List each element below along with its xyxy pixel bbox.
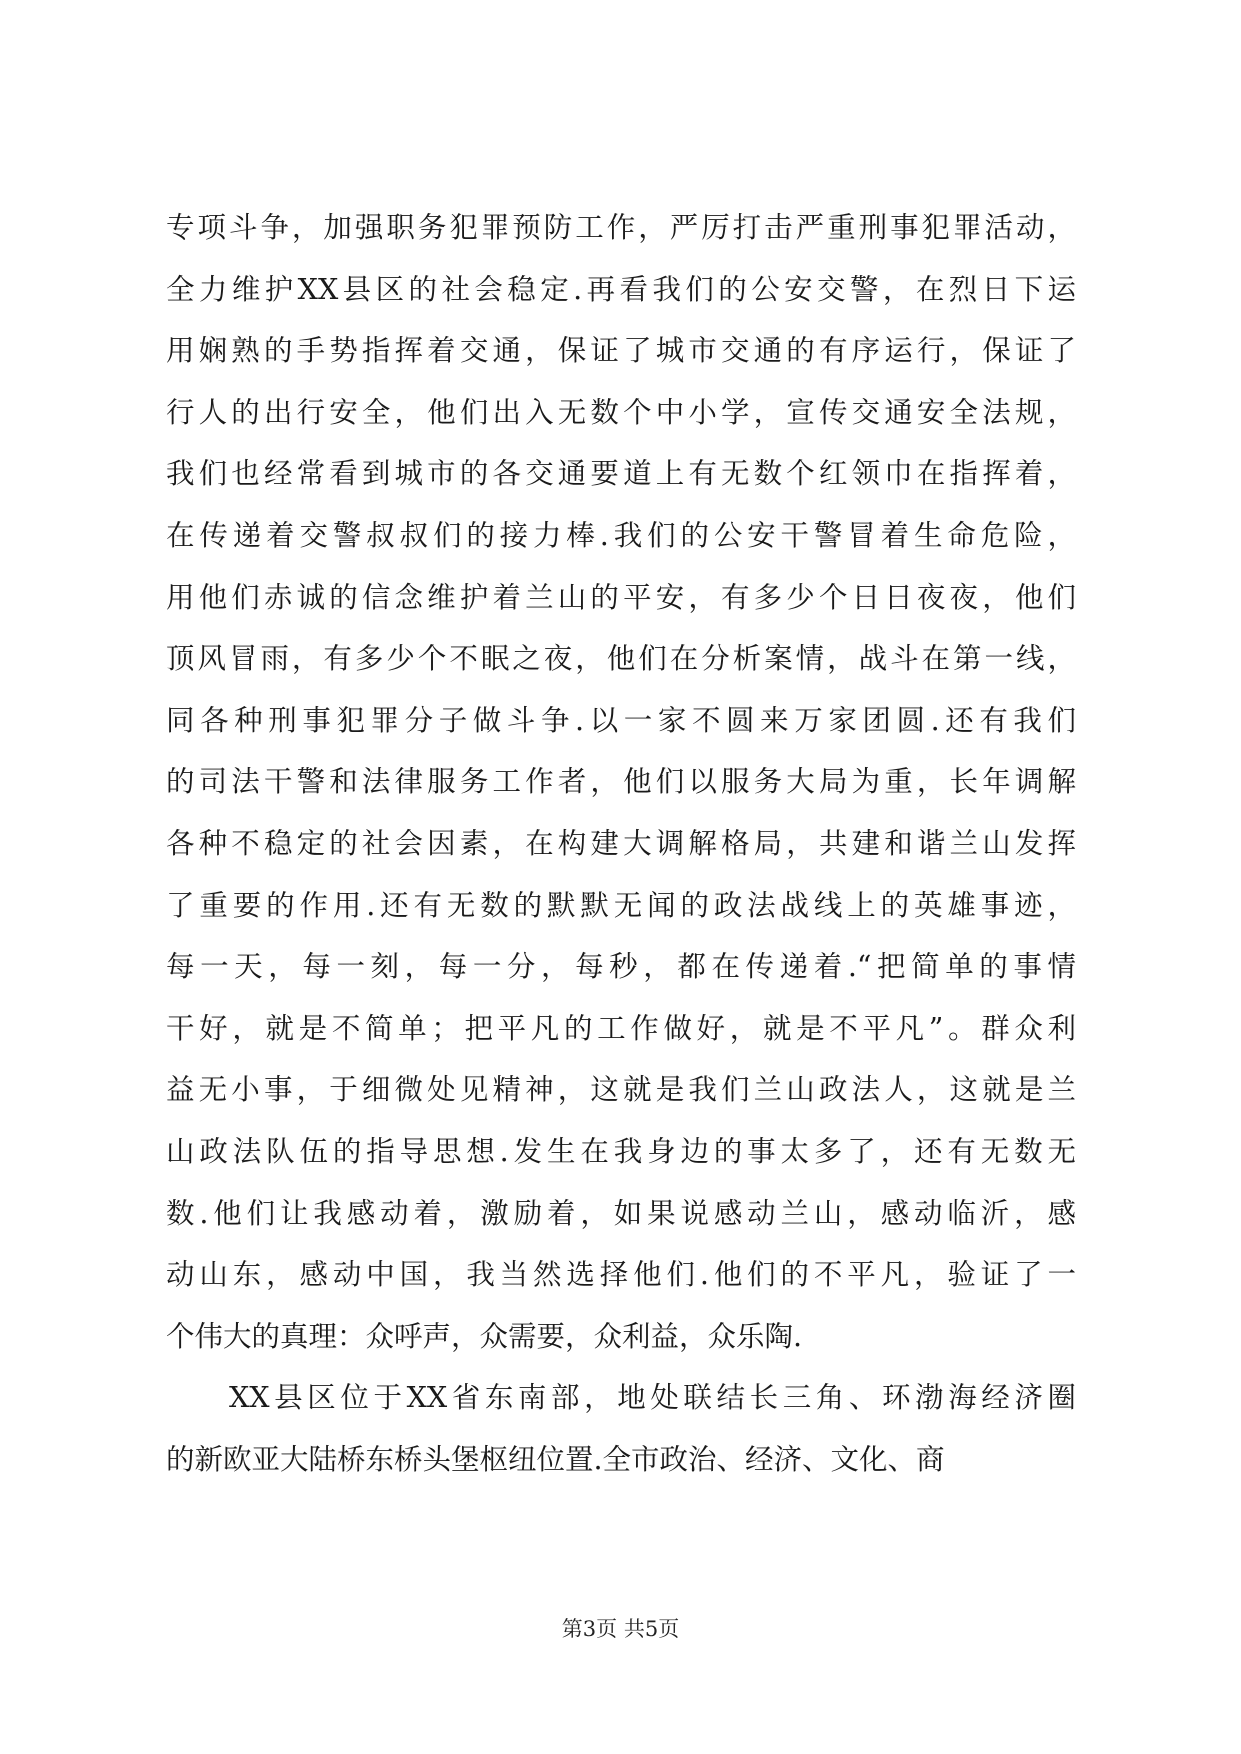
text-line: 专项斗争，加强职务犯罪预防工作，严厉打击严重刑事犯罪活动， [166, 211, 1076, 244]
text-line: 同各种刑事犯罪分子做斗争.以一家不圆来万家团圆.还有我们 [166, 703, 1076, 737]
text-line: 山政法队伍的指导思想.发生在我身边的事太多了，还有无数无 [166, 1134, 1076, 1168]
text-line: 了重要的作用.还有无数的默默无闻的政法战线上的英雄事迹， [166, 888, 1076, 922]
text-line: 各种不稳定的社会因素，在构建大调解格局，共建和谐兰山发挥 [166, 826, 1076, 860]
text-line: 动山东，感动中国，我当然选择他们.他们的不平凡，验证了一 [166, 1258, 1076, 1292]
text-line: 行人的出行安全，他们出入无数个中小学，宣传交通安全法规， [166, 395, 1076, 429]
text-line: 顶风冒雨，有多少个不眠之夜，他们在分析案情，战斗在第一线， [166, 642, 1076, 676]
text-line: 益无小事，于细微处见精神，这就是我们兰山政法人，这就是兰 [166, 1073, 1076, 1107]
page-footer [0, 1613, 1241, 1643]
text-line: 用他们赤诚的信念维护着兰山的平安，有多少个日日夜夜，他们 [166, 580, 1076, 614]
text-line: 干好，就是不简单；把平凡的工作做好，就是不平凡”。群众利 [166, 1011, 1076, 1045]
text-line: 全力维护XX县区的社会稳定.再看我们的公安交警，在烈日下运 [166, 272, 1076, 306]
text-line: XX县区位于XX省东南部，地处联结长三角、环渤海经济圈 [229, 1381, 1076, 1415]
page-number: 第3页 共5页 [561, 1617, 680, 1641]
text-line: 用娴熟的手势指挥着交通，保证了城市交通的有序运行，保证了 [166, 334, 1076, 368]
text-line: 我们也经常看到城市的各交通要道上有无数个红领巾在指挥着， [166, 457, 1076, 491]
text-line: 在传递着交警叔叔们的接力棒.我们的公安干警冒着生命危险， [166, 518, 1076, 552]
text-line: 个伟大的真理：众呼声，众需要，众利益，众乐陶. [166, 1319, 803, 1353]
text-line: 的司法干警和法律服务工作者，他们以服务大局为重，长年调解 [166, 765, 1076, 799]
body-text [166, 197, 1076, 1490]
text-line: 的新欧亚大陆桥东桥头堡枢纽位置.全市政治、经济、文化、商 [166, 1442, 945, 1476]
text-line: 每一天，每一刻，每一分，每秒，都在传递着.“把简单的事情 [166, 950, 1076, 984]
text-line: 数.他们让我感动着，激励着，如果说感动兰山，感动临沂，感 [166, 1196, 1076, 1230]
